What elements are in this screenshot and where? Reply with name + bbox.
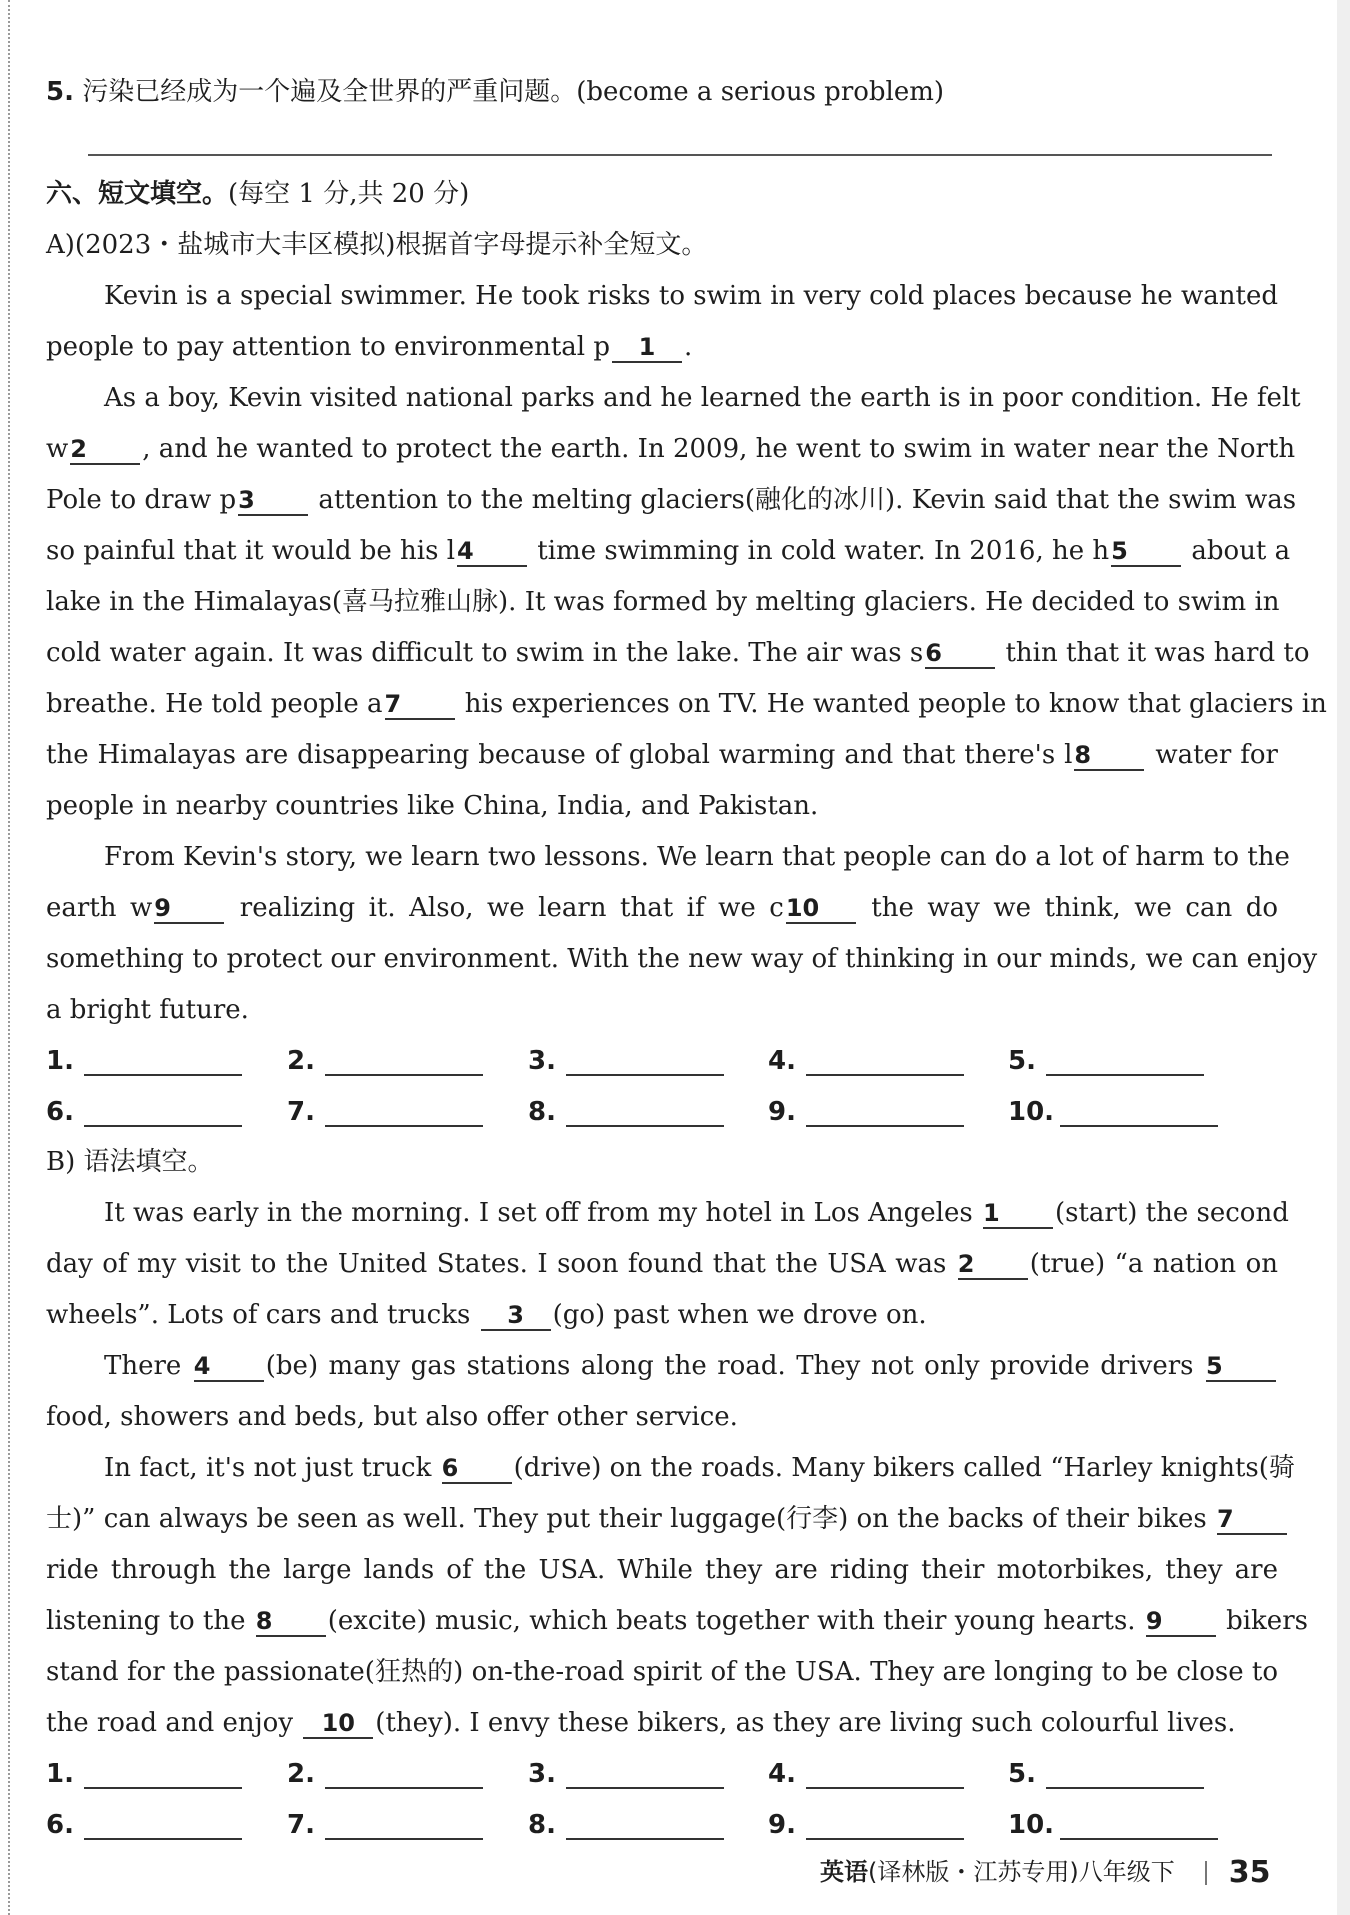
fill-blank[interactable]: 8 (256, 1607, 326, 1637)
answer-number: 2. (287, 1759, 315, 1789)
fill-blank[interactable]: 2 (70, 435, 140, 465)
answer-blank-line[interactable] (566, 1787, 724, 1789)
passage-line (46, 429, 1296, 469)
section-title: 六、短文填空。 (46, 179, 229, 209)
answer-blank-line[interactable] (84, 1838, 242, 1840)
passage-text: w (46, 434, 69, 464)
answer-blank-line[interactable] (806, 1838, 964, 1840)
answer-blank-line[interactable] (325, 1838, 483, 1840)
passage-line (46, 1397, 1278, 1437)
passage-line (46, 633, 1310, 673)
passage-text: In fact, it's not just truck (104, 1453, 440, 1483)
answer-blank-line[interactable] (325, 1125, 483, 1127)
fill-blank[interactable]: 10 (303, 1709, 373, 1739)
answer-blank-line[interactable] (325, 1787, 483, 1789)
passage-text: about a (1183, 536, 1291, 566)
answer-number: 8. (528, 1097, 556, 1127)
passage-text: (start) the second (1054, 1198, 1289, 1228)
answer-number: 1. (46, 1046, 74, 1076)
passage-text: people to pay attention to environmental p (46, 332, 611, 362)
page-number: 35 (1228, 1855, 1271, 1890)
passage-text: day of my visit to the United States. I soon found that the USA was (46, 1249, 956, 1279)
answer-blank-line[interactable] (1060, 1838, 1218, 1840)
answer-number: 9. (768, 1810, 796, 1840)
fill-blank[interactable]: 10 (786, 894, 856, 924)
passage-text: thin that it was hard to (997, 638, 1310, 668)
passage-line (46, 480, 1297, 520)
answer-number: 7. (287, 1810, 315, 1840)
passage-text: (drive) on the roads. Many bikers called “Harley knights(骑 (513, 1453, 1295, 1483)
answer-number: 9. (768, 1097, 796, 1127)
fill-blank[interactable]: 1 (983, 1199, 1053, 1229)
fill-blank[interactable]: 8 (1074, 741, 1144, 771)
section-6-header (46, 174, 1278, 214)
passage-text: , and he wanted to protect the earth. In 2009, he went to swim in water near the North (142, 434, 1296, 464)
answer-blank-line[interactable] (806, 1125, 964, 1127)
passage-text: realizing it. Also, we learn that if we c (226, 893, 784, 923)
passage-text: water for (1146, 740, 1278, 770)
answer-number: 5. (1008, 1759, 1036, 1789)
footer-divider (1205, 1861, 1207, 1885)
passage-text: attention to the melting glaciers(融化的冰川). Kevin said that the swim was (310, 485, 1297, 515)
passage-line (46, 990, 1278, 1030)
fill-blank[interactable]: 7 (385, 690, 455, 720)
answer-blank-line[interactable] (1046, 1787, 1204, 1789)
answer-line-q5[interactable] (88, 154, 1272, 156)
part-b-heading: B) 语法填空。 (46, 1147, 214, 1177)
passage-line (46, 1499, 1278, 1539)
answer-blank-line[interactable] (84, 1074, 242, 1076)
fill-blank[interactable]: 4 (457, 537, 527, 567)
passage-text: 士)” can always be seen as well. They put their luggage(行李) on the backs of their bikes (46, 1504, 1215, 1534)
answer-blank-line[interactable] (84, 1125, 242, 1127)
passage-text: his experiences on TV. He wanted people to know that glaciers in (456, 689, 1327, 719)
passage-text: (they). I envy these bikers, as they are living such colourful lives. (375, 1708, 1236, 1738)
passage-text: stand for the passionate(狂热的) on-the-road spirit of the USA. They are longing to be close to (46, 1657, 1278, 1687)
passage-line (46, 684, 1327, 724)
answer-blank-line[interactable] (1060, 1125, 1218, 1127)
passage-text: Pole to draw p (46, 485, 237, 515)
fill-blank[interactable]: 3 (481, 1301, 551, 1331)
answer-number: 2. (287, 1046, 315, 1076)
answer-blank-line[interactable] (566, 1074, 724, 1076)
passage-text: bikers (1217, 1606, 1308, 1636)
part-a-heading: A)(2023・盐城市大丰区模拟)根据首字母提示补全短文。 (46, 230, 708, 260)
answer-number: 4. (768, 1759, 796, 1789)
passage-text: Kevin is a special swimmer. He took risks to swim in very cold places because he wanted (104, 281, 1278, 311)
answer-number: 3. (528, 1046, 556, 1076)
answer-number: 7. (287, 1097, 315, 1127)
fill-blank[interactable]: 4 (194, 1352, 264, 1382)
passage-text: cold water again. It was difficult to swim in the lake. The air was s (46, 638, 924, 668)
passage-text: As a boy, Kevin visited national parks and he learned the earth is in poor condition. He felt (104, 383, 1301, 413)
answer-number: 5. (1008, 1046, 1036, 1076)
footer-edition: (译林版・江苏专用)八年级下 (868, 1858, 1175, 1886)
fill-blank[interactable]: 2 (958, 1250, 1028, 1280)
passage-text: earth w (46, 893, 153, 923)
answer-number: 10. (1008, 1810, 1055, 1840)
passage-text: the way we think, we can do (857, 893, 1278, 923)
passage-line (46, 327, 1278, 367)
passage-text: food, showers and beds, but also offer other service. (46, 1402, 738, 1432)
passage-text: the Himalayas are disappearing because of global warming and that there's l (46, 740, 1073, 770)
fill-blank[interactable]: 6 (442, 1454, 512, 1484)
passage-line (46, 378, 1301, 418)
question-number: 5. (46, 77, 74, 107)
passage-text: so painful that it would be his l (46, 536, 456, 566)
answer-number: 8. (528, 1810, 556, 1840)
question-text: 污染已经成为一个遍及全世界的严重问题。(become a serious problem) (82, 77, 945, 107)
passage-text: ride through the large lands of the USA. While they are riding their motorbikes, they are (46, 1555, 1278, 1585)
passage-text: lake in the Himalayas(喜马拉雅山脉). It was formed by melting glaciers. He decided to swim in (46, 587, 1280, 617)
answer-blank-line[interactable] (806, 1074, 964, 1076)
passage-line (46, 786, 1278, 826)
answer-blank-line[interactable] (84, 1787, 242, 1789)
passage-line (46, 531, 1291, 571)
translation-question-5 (46, 72, 1278, 112)
passage-text: (go) past when we drove on. (552, 1300, 927, 1330)
binding-margin-rule (8, 0, 10, 1915)
answer-blank-line[interactable] (806, 1787, 964, 1789)
fill-blank[interactable]: 1 (612, 333, 682, 363)
answer-blank-line[interactable] (325, 1074, 483, 1076)
fill-blank[interactable]: 6 (925, 639, 995, 669)
answer-number: 4. (768, 1046, 796, 1076)
passage-line (46, 939, 1318, 979)
passage-line (46, 837, 1290, 877)
fill-blank[interactable]: 9 (154, 894, 224, 924)
passage-line (46, 1244, 1278, 1284)
passage-line (46, 1448, 1295, 1488)
passage-line (46, 1601, 1308, 1641)
passage-text: (be) many gas stations along the road. They not only provide drivers (265, 1351, 1204, 1381)
passage-line (46, 1346, 1278, 1386)
answer-number: 6. (46, 1810, 74, 1840)
passage-text: a bright future. (46, 995, 249, 1025)
answer-blank-line[interactable] (566, 1838, 724, 1840)
fill-blank[interactable]: 9 (1146, 1607, 1216, 1637)
passage-line (46, 582, 1278, 622)
passage-text: (excite) music, which beats together with their young hearts. (327, 1606, 1144, 1636)
passage-line (46, 276, 1278, 316)
passage-line (46, 1193, 1289, 1233)
passage-text: time swimming in cold water. In 2016, he h (529, 536, 1110, 566)
section-score: (每空 1 分,共 20 分) (228, 179, 470, 209)
fill-blank[interactable]: 7 (1217, 1505, 1287, 1535)
passage-text: (true) “a nation on (1029, 1249, 1278, 1279)
answer-number: 3. (528, 1759, 556, 1789)
answer-number: 6. (46, 1097, 74, 1127)
passage-line (46, 1295, 1278, 1335)
passage-text: something to protect our environment. With the new way of thinking in our minds, we can enjoy (46, 944, 1318, 974)
passage-text: listening to the (46, 1606, 254, 1636)
answer-blank-line[interactable] (566, 1125, 724, 1127)
passage-text: . (684, 332, 693, 362)
passage-line (46, 735, 1278, 775)
passage-text: people in nearby countries like China, India, and Pakistan. (46, 791, 819, 821)
passage-line (46, 1652, 1278, 1692)
passage-text: It was early in the morning. I set off from my hotel in Los Angeles (104, 1198, 981, 1228)
answer-number: 1. (46, 1759, 74, 1789)
passage-line (46, 1550, 1278, 1590)
page-edge-shadow (1337, 0, 1350, 1915)
passage-text: breathe. He told people a (46, 689, 383, 719)
passage-text: wheels”. Lots of cars and trucks (46, 1300, 479, 1330)
fill-blank[interactable]: 5 (1206, 1352, 1276, 1382)
answer-blank-line[interactable] (1046, 1074, 1204, 1076)
passage-text: There (104, 1351, 192, 1381)
passage-line (46, 888, 1278, 928)
answer-number: 10. (1008, 1097, 1055, 1127)
passage-text: From Kevin's story, we learn two lessons. We learn that people can do a lot of harm to the (104, 842, 1290, 872)
footer-subject: 英语 (820, 1858, 868, 1886)
passage-line (46, 1703, 1278, 1743)
fill-blank[interactable]: 5 (1111, 537, 1181, 567)
fill-blank[interactable]: 3 (238, 486, 308, 516)
page-footer (820, 1856, 1320, 1889)
passage-text: the road and enjoy (46, 1708, 302, 1738)
